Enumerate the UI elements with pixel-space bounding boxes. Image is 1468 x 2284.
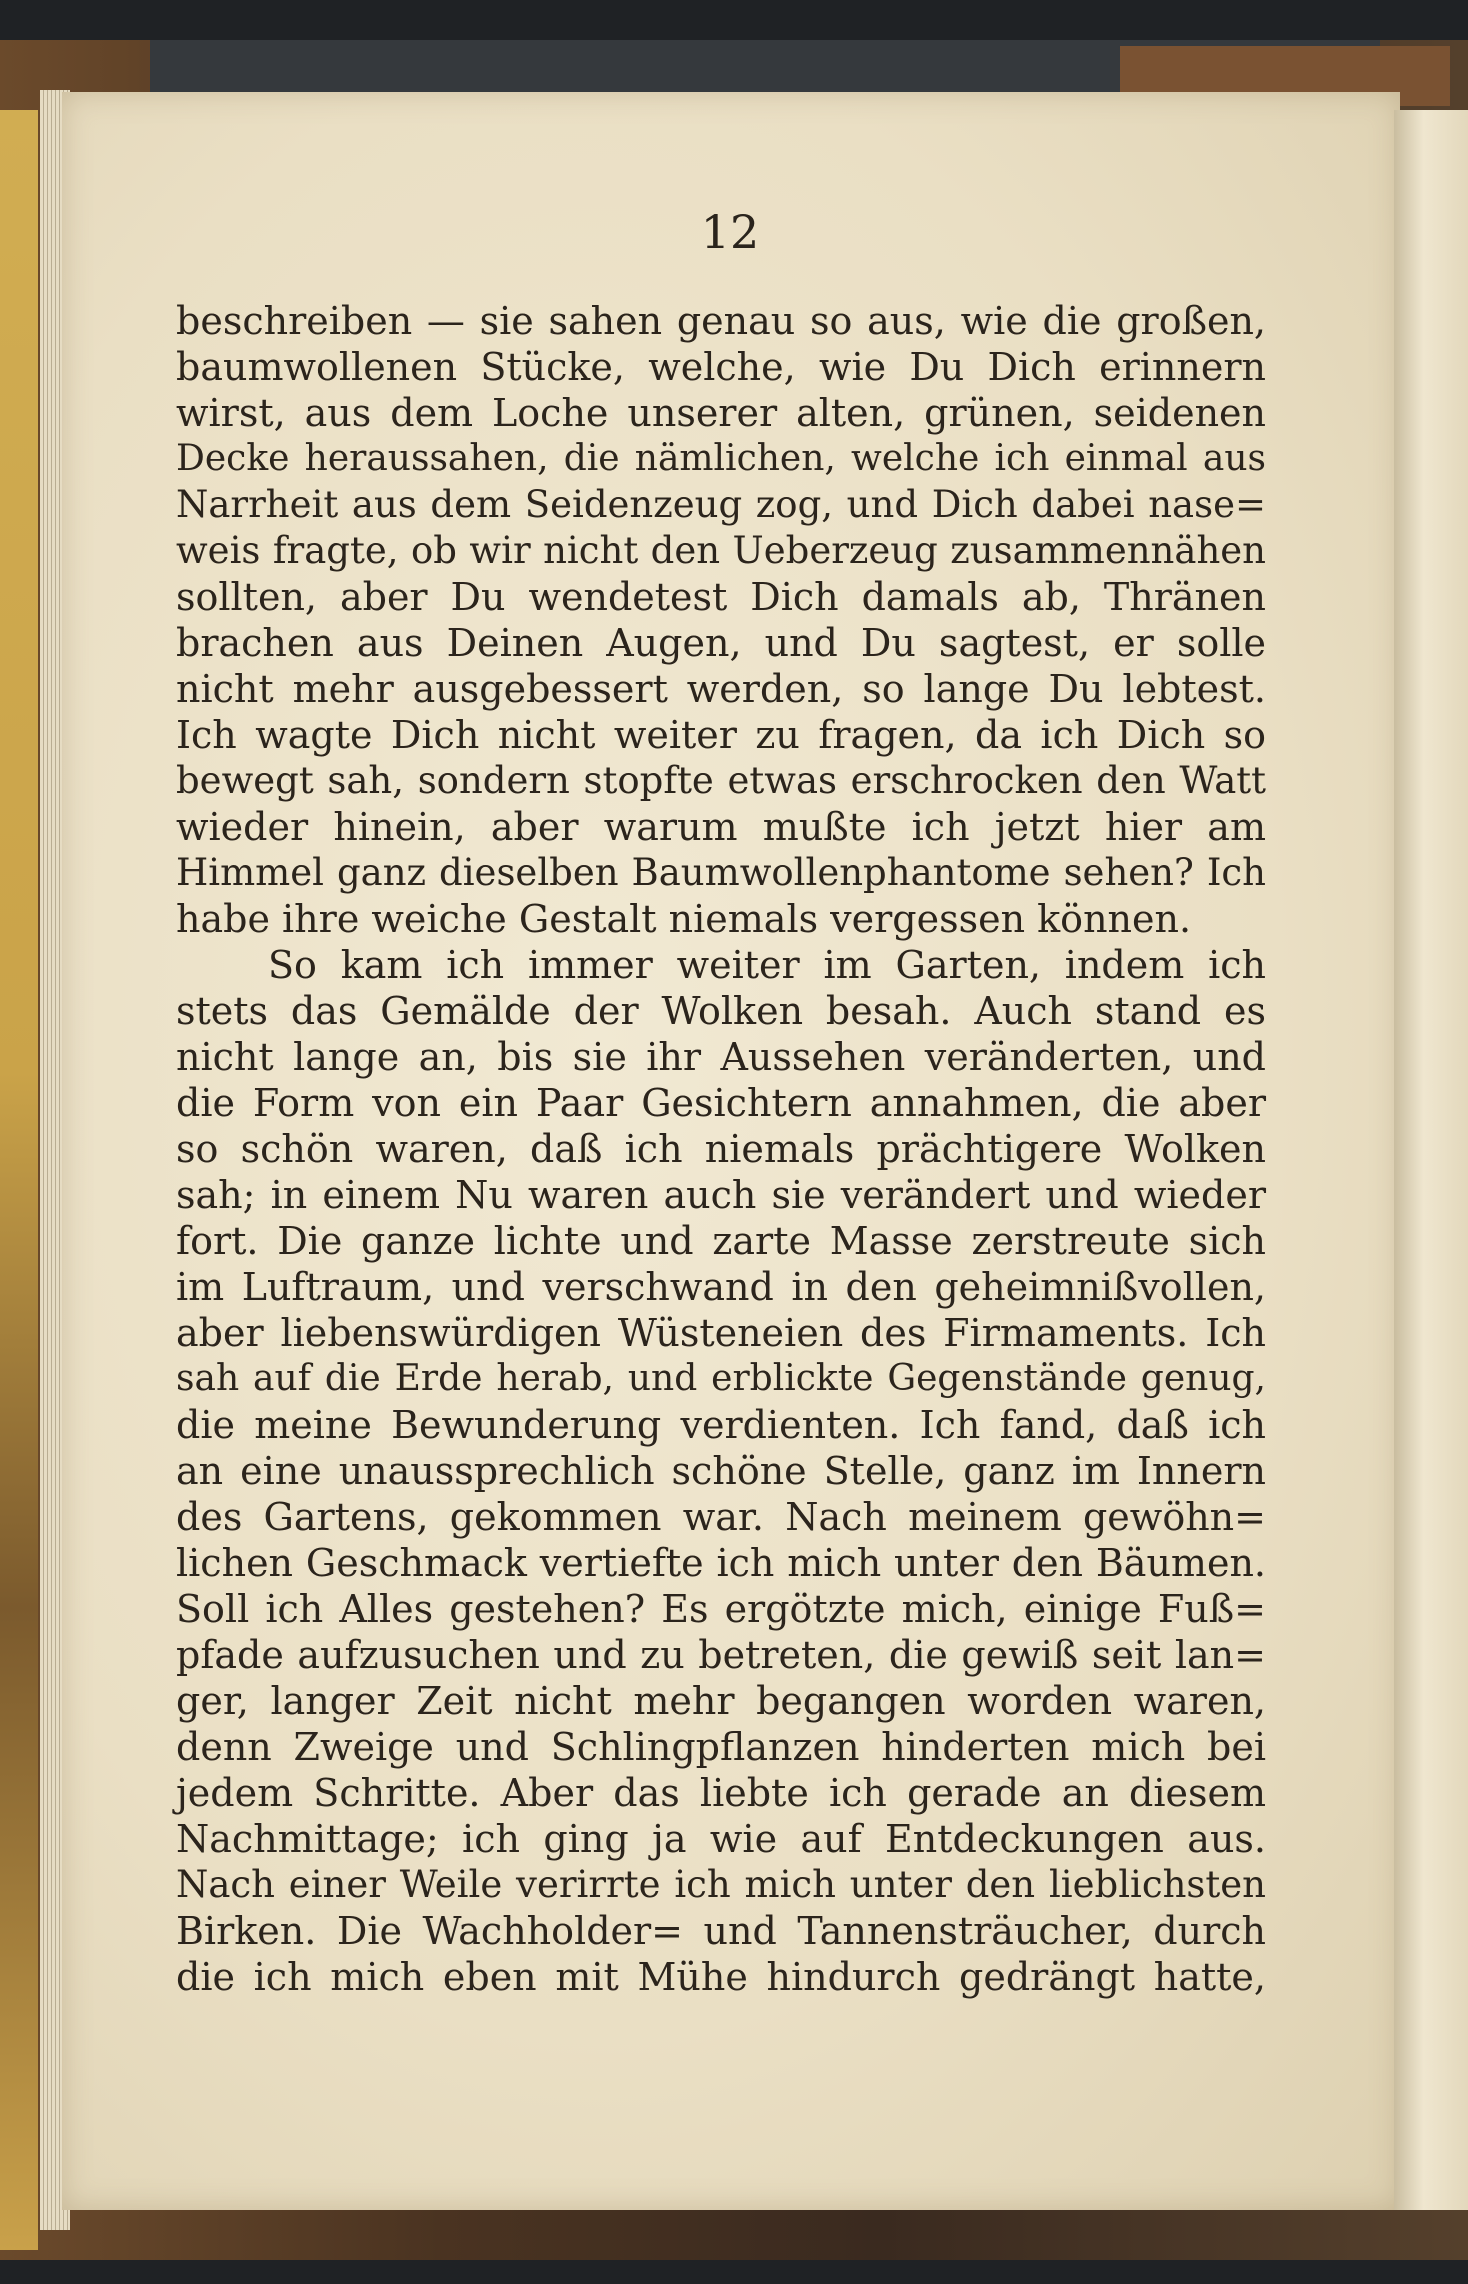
text-line: bewegt sah, sondern stopfte etwas erschrocken den Watt — [176, 759, 1266, 802]
text-line: ger, langer Zeit nicht mehr begangen worden waren, — [176, 1679, 1266, 1723]
text-line: jedem Schritte. Aber das liebte ich gerade an diesem — [176, 1771, 1266, 1815]
text-line: Nach einer Weile verirrte ich mich unter den lieblichsten — [176, 1863, 1266, 1906]
text-line: so schön waren, daß ich niemals prächtigere Wolken — [176, 1127, 1266, 1171]
text-line: aber liebenswürdigen Wüsteneien des Firmaments. Ich — [176, 1311, 1266, 1355]
text-line: nicht lange an, bis sie ihr Aussehen veränderten, und — [176, 1035, 1266, 1079]
text-line: fort. Die ganze lichte und zarte Masse zerstreute sich — [176, 1219, 1266, 1263]
text-line: nicht mehr ausgebessert werden, so lange Du lebtest. — [176, 667, 1266, 711]
page-text — [176, 298, 1266, 2000]
text-line: Ich wagte Dich nicht weiter zu fragen, da ich Dich so — [176, 713, 1266, 757]
text-line: sah; in einem Nu waren auch sie verändert und wieder — [176, 1173, 1266, 1217]
text-line: pfade aufzusuchen und zu betreten, die gewiß seit lan= — [176, 1633, 1266, 1677]
text-line: Decke heraussahen, die nämlichen, welche ich einmal aus — [176, 438, 1266, 479]
text-line: weis fragte, ob wir nicht den Ueberzeug zusammennähen — [176, 529, 1266, 572]
text-line: die Form von ein Paar Gesichtern annahmen, die aber — [176, 1081, 1266, 1125]
text-line: Nachmittage; ich ging ja wie auf Entdeckungen aus. — [176, 1817, 1266, 1861]
text-line: die meine Bewunderung verdienten. Ich fand, daß ich — [176, 1403, 1266, 1447]
page-number: 12 — [700, 205, 760, 259]
text-line: baumwollenen Stücke, welche, wie Du Dich erinnern — [176, 345, 1266, 389]
text-line: die ich mich eben mit Mühe hindurch gedrängt hatte, — [176, 1955, 1266, 1999]
text-line: stets das Gemälde der Wolken besah. Auch stand es — [176, 989, 1266, 1033]
text-line: an eine unaussprechlich schöne Stelle, ganz im Innern — [176, 1449, 1266, 1493]
text-line: wirst, aus dem Loche unserer alten, grünen, seidenen — [176, 391, 1266, 435]
page-gutter — [1394, 110, 1468, 2210]
text-line: Soll ich Alles gestehen? Es ergötzte mich, einige Fuß= — [176, 1587, 1266, 1631]
book-spine-edge — [0, 110, 38, 2250]
text-line: brachen aus Deinen Augen, und Du sagtest, er solle — [176, 621, 1266, 665]
text-line: des Gartens, gekommen war. Nach meinem gewöhn= — [176, 1495, 1266, 1539]
text-line: wieder hinein, aber warum mußte ich jetzt hier am — [176, 805, 1266, 849]
text-line: sollten, aber Du wendetest Dich damals ab, Thränen — [176, 575, 1266, 619]
text-line: Birken. Die Wachholder= und Tannensträucher, durch — [176, 1909, 1266, 1953]
text-line: habe ihre weiche Gestalt niemals vergessen können. — [176, 897, 1192, 941]
text-line: Himmel ganz dieselben Baumwollenphantome sehen? Ich — [176, 851, 1266, 894]
text-line: lichen Geschmack vertiefte ich mich unter den Bäumen. — [176, 1541, 1266, 1585]
text-line: So kam ich immer weiter im Garten, indem ich — [268, 943, 1266, 987]
text-line: Narrheit aus dem Seidenzeug zog, und Dich dabei nase= — [176, 483, 1266, 526]
text-line: beschreiben — sie sahen genau so aus, wie die großen, — [176, 299, 1266, 343]
text-line: sah auf die Erde herab, und erblickte Gegenstände genug, — [176, 1358, 1266, 1399]
text-line: im Luftraum, und verschwand in den geheimnißvollen, — [176, 1265, 1266, 1309]
text-line: denn Zweige und Schlingpflanzen hinderten mich bei — [176, 1725, 1266, 1769]
